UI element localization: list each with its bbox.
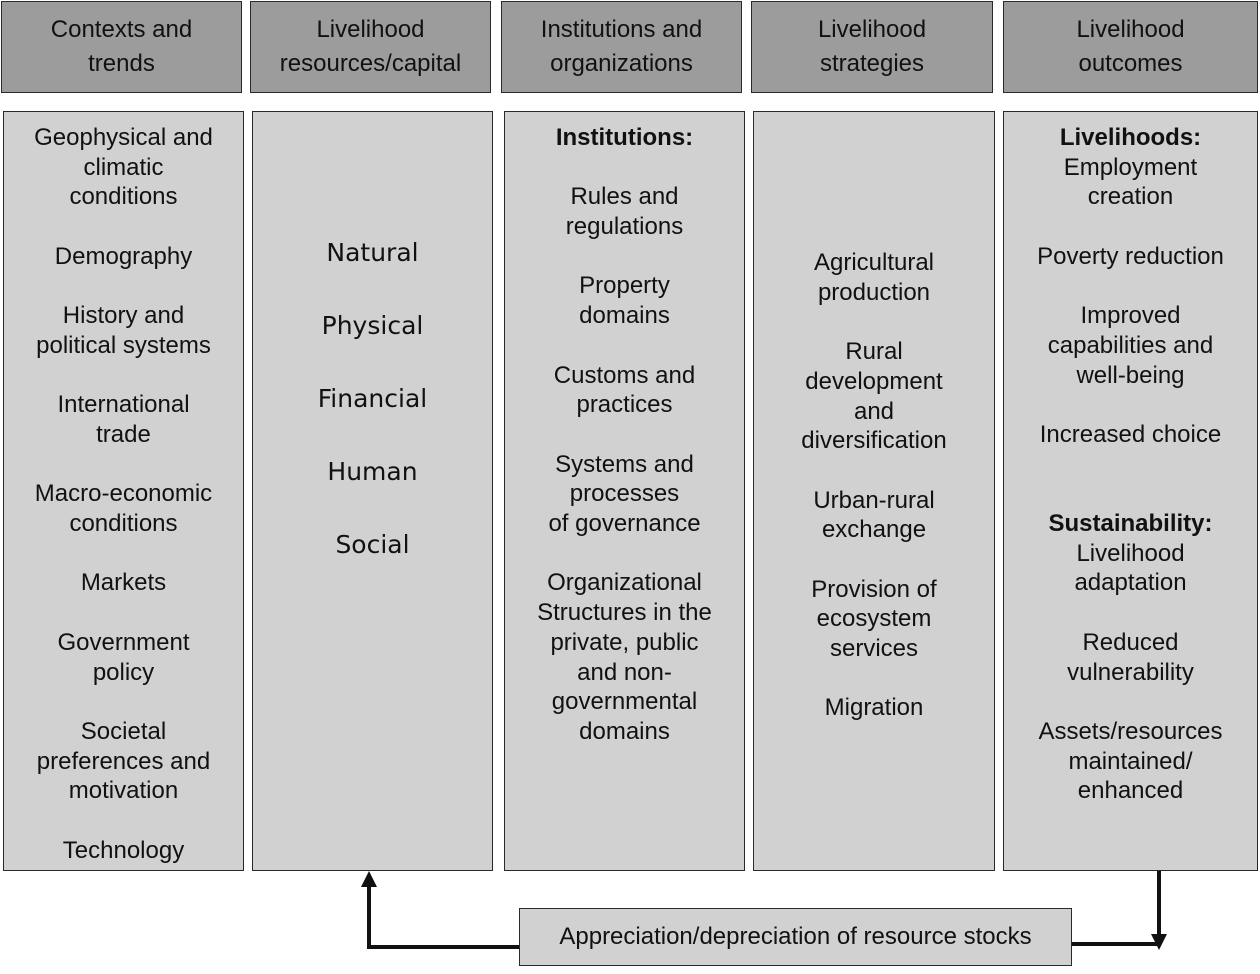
context-item: Markets: [80, 569, 167, 597]
outcome-item: Increased choice: [1039, 420, 1222, 448]
institution-item: Organizational Structures in the private, public and non- governmental domains: [537, 569, 712, 745]
resource-stocks-box: Appreciation/depreciation of resource stocks: [519, 908, 1072, 966]
institution-item: Systems and processes of governance: [548, 450, 701, 538]
capital-item: Human: [327, 457, 418, 486]
header-livelihood-resources-capital: Livelihood resources/capital: [250, 1, 491, 93]
header-livelihood-outcomes: Livelihood outcomes: [1003, 1, 1258, 93]
capital-item: Financial: [317, 384, 428, 413]
sustainability-item: Assets/resources maintained/ enhanced: [1038, 717, 1223, 805]
livelihoods-heading: Livelihoods:: [1059, 124, 1202, 151]
outcome-item: Poverty reduction: [1037, 242, 1224, 270]
institution-item: Rules and regulations: [565, 183, 684, 241]
context-item: International trade: [57, 391, 190, 448]
context-item: Government policy: [57, 628, 190, 686]
strategy-item: Migration: [824, 694, 924, 722]
institution-item: Property domains: [579, 272, 670, 330]
header-institutions-and-organizations: Institutions and organizations: [501, 1, 742, 93]
header-livelihood-strategies: Livelihood strategies: [751, 1, 993, 93]
sustainability-item: Reduced vulnerability: [1067, 628, 1194, 686]
capital-item: Physical: [321, 311, 424, 340]
strategy-item: Rural development and diversification: [801, 338, 947, 455]
strategy-item: Agricultural production: [813, 249, 935, 306]
header-contexts-and-trends: Contexts and trends: [1, 1, 242, 93]
context-item: Macro-economic conditions: [34, 480, 213, 538]
institutions-heading: Institutions:: [555, 124, 694, 151]
strategy-item: Provision of ecosystem services: [811, 575, 937, 663]
context-item: Geophysical and climatic conditions: [34, 124, 213, 211]
context-item: Technology: [62, 836, 185, 864]
arrowhead-up: [361, 871, 377, 887]
strategy-item: Urban-rural exchange: [813, 486, 935, 544]
context-item: Societal preferences and motivation: [36, 717, 211, 805]
capital-item: Social: [335, 530, 410, 559]
context-item: Demography: [54, 242, 193, 270]
arrow-footer-to-capital: [369, 884, 519, 947]
arrow-outcomes-to-footer: [1072, 871, 1159, 944]
outcome-item: Improved capabilities and well-being: [1047, 302, 1214, 389]
context-item: History and political systems: [36, 302, 211, 359]
sustainability-item: Livelihood adaptation: [1074, 539, 1187, 597]
outcome-item: Employment creation: [1063, 153, 1198, 211]
sustainability-heading: Sustainability:: [1048, 510, 1213, 538]
capital-item: Natural: [326, 238, 419, 267]
institution-item: Customs and practices: [553, 361, 696, 419]
